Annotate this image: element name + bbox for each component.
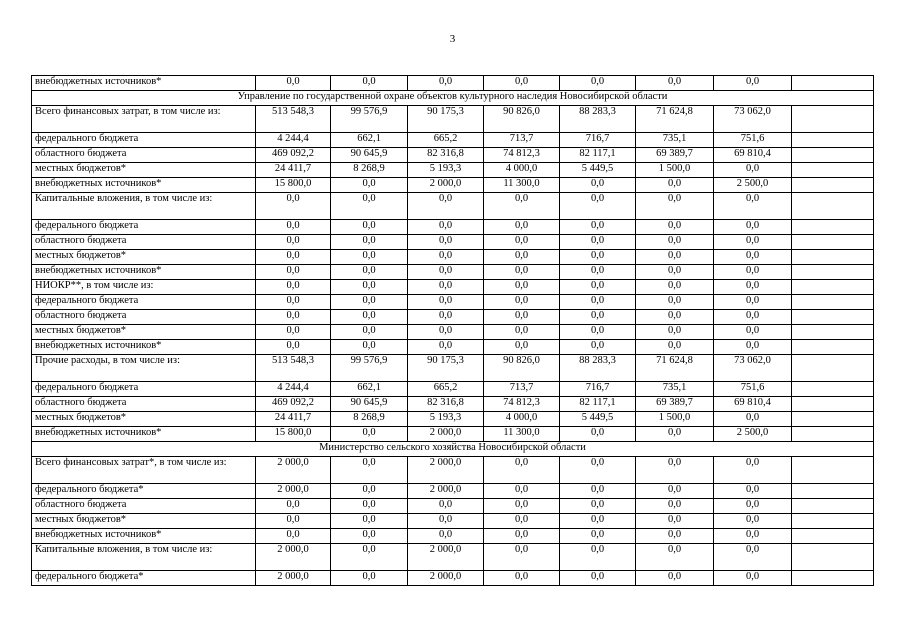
section-row (32, 442, 874, 457)
value-cell: 751,6 (714, 382, 792, 397)
value-cell: 0,0 (331, 514, 408, 529)
table-row (32, 178, 874, 193)
value-cell: 0,0 (714, 235, 792, 250)
table-row (32, 106, 874, 133)
table-row (32, 163, 874, 178)
empty-cell (792, 382, 874, 397)
value-cell: 0,0 (408, 76, 484, 91)
table-row (32, 457, 874, 484)
value-cell: 469 092,2 (256, 148, 331, 163)
empty-cell (792, 133, 874, 148)
row-label: Капитальные вложения, в том числе из: (32, 193, 256, 220)
empty-cell (792, 250, 874, 265)
value-cell: 0,0 (408, 220, 484, 235)
row-label: областного бюджета (32, 499, 256, 514)
value-cell: 0,0 (560, 544, 636, 571)
value-cell: 0,0 (408, 514, 484, 529)
value-cell: 24 411,7 (256, 412, 331, 427)
value-cell: 0,0 (560, 310, 636, 325)
section-title: Управление по государственной охране объектов культурного наследия Новосибирской области (32, 91, 874, 106)
value-cell: 0,0 (256, 76, 331, 91)
value-cell: 0,0 (408, 340, 484, 355)
empty-cell (792, 484, 874, 499)
value-cell: 0,0 (484, 235, 560, 250)
value-cell: 0,0 (408, 529, 484, 544)
empty-cell (792, 310, 874, 325)
value-cell: 0,0 (714, 193, 792, 220)
row-label: областного бюджета (32, 310, 256, 325)
value-cell: 74 812,3 (484, 397, 560, 412)
value-cell: 2 000,0 (408, 427, 484, 442)
value-cell: 88 283,3 (560, 355, 636, 382)
value-cell: 5 193,3 (408, 412, 484, 427)
value-cell: 0,0 (484, 295, 560, 310)
value-cell: 0,0 (636, 235, 714, 250)
value-cell: 0,0 (484, 280, 560, 295)
value-cell: 69 389,7 (636, 397, 714, 412)
empty-cell (792, 106, 874, 133)
value-cell: 0,0 (408, 235, 484, 250)
table-row (32, 235, 874, 250)
value-cell: 665,2 (408, 133, 484, 148)
value-cell: 1 500,0 (636, 412, 714, 427)
table-row (32, 250, 874, 265)
value-cell: 0,0 (636, 265, 714, 280)
value-cell: 0,0 (636, 340, 714, 355)
value-cell: 5 449,5 (560, 412, 636, 427)
table-row (32, 265, 874, 280)
value-cell: 0,0 (256, 325, 331, 340)
value-cell: 0,0 (636, 571, 714, 586)
value-cell: 735,1 (636, 133, 714, 148)
row-label: областного бюджета (32, 235, 256, 250)
value-cell: 0,0 (714, 310, 792, 325)
value-cell: 0,0 (484, 514, 560, 529)
value-cell: 0,0 (560, 325, 636, 340)
value-cell: 0,0 (256, 529, 331, 544)
empty-cell (792, 397, 874, 412)
row-label: федерального бюджета* (32, 571, 256, 586)
value-cell: 2 000,0 (408, 484, 484, 499)
value-cell: 2 000,0 (408, 571, 484, 586)
row-label: Капитальные вложения, в том числе из: (32, 544, 256, 571)
value-cell: 0,0 (256, 310, 331, 325)
value-cell: 0,0 (331, 427, 408, 442)
table-row (32, 355, 874, 382)
value-cell: 0,0 (256, 220, 331, 235)
value-cell: 0,0 (331, 76, 408, 91)
value-cell: 69 810,4 (714, 397, 792, 412)
value-cell: 0,0 (484, 325, 560, 340)
value-cell: 0,0 (331, 280, 408, 295)
empty-cell (792, 412, 874, 427)
row-label: внебюджетных источников* (32, 427, 256, 442)
value-cell: 0,0 (256, 499, 331, 514)
page-number: 3 (449, 33, 456, 45)
value-cell: 88 283,3 (560, 106, 636, 133)
value-cell: 0,0 (560, 220, 636, 235)
value-cell: 0,0 (484, 193, 560, 220)
table-row (32, 325, 874, 340)
empty-cell (792, 295, 874, 310)
value-cell: 99 576,9 (331, 106, 408, 133)
table-row (32, 397, 874, 412)
value-cell: 73 062,0 (714, 355, 792, 382)
value-cell: 0,0 (484, 310, 560, 325)
value-cell: 0,0 (560, 76, 636, 91)
table-row (32, 220, 874, 235)
value-cell: 2 000,0 (256, 484, 331, 499)
value-cell: 716,7 (560, 382, 636, 397)
value-cell: 0,0 (636, 457, 714, 484)
value-cell: 0,0 (636, 529, 714, 544)
value-cell: 71 624,8 (636, 355, 714, 382)
table-row (32, 382, 874, 397)
value-cell: 2 500,0 (714, 178, 792, 193)
value-cell: 0,0 (636, 193, 714, 220)
value-cell: 0,0 (636, 484, 714, 499)
value-cell: 2 500,0 (714, 427, 792, 442)
row-label: федерального бюджета* (32, 484, 256, 499)
table-row (32, 571, 874, 586)
value-cell: 662,1 (331, 133, 408, 148)
value-cell: 69 389,7 (636, 148, 714, 163)
value-cell: 90 175,3 (408, 355, 484, 382)
value-cell: 15 800,0 (256, 178, 331, 193)
financing-table (31, 75, 874, 586)
value-cell: 0,0 (636, 250, 714, 265)
value-cell: 82 316,8 (408, 148, 484, 163)
value-cell: 4 000,0 (484, 412, 560, 427)
section-title: Министерство сельского хозяйства Новосибирской области (32, 442, 874, 457)
value-cell: 0,0 (331, 499, 408, 514)
value-cell: 0,0 (560, 295, 636, 310)
table-row (32, 295, 874, 310)
value-cell: 15 800,0 (256, 427, 331, 442)
value-cell: 90 175,3 (408, 106, 484, 133)
empty-cell (792, 529, 874, 544)
table-row (32, 544, 874, 571)
value-cell: 0,0 (560, 499, 636, 514)
row-label: внебюджетных источников* (32, 178, 256, 193)
value-cell: 0,0 (331, 529, 408, 544)
value-cell: 0,0 (636, 280, 714, 295)
value-cell: 2 000,0 (256, 457, 331, 484)
table-row (32, 340, 874, 355)
value-cell: 0,0 (714, 514, 792, 529)
value-cell: 0,0 (636, 220, 714, 235)
empty-cell (792, 325, 874, 340)
row-label: Всего финансовых затрат*, в том числе из: (32, 457, 256, 484)
value-cell: 751,6 (714, 133, 792, 148)
row-label: федерального бюджета (32, 220, 256, 235)
table-row (32, 280, 874, 295)
empty-cell (792, 514, 874, 529)
value-cell: 71 624,8 (636, 106, 714, 133)
value-cell: 0,0 (331, 544, 408, 571)
value-cell: 82 316,8 (408, 397, 484, 412)
row-label: внебюджетных источников* (32, 529, 256, 544)
value-cell: 513 548,3 (256, 355, 331, 382)
empty-cell (792, 544, 874, 571)
value-cell: 0,0 (331, 193, 408, 220)
value-cell: 0,0 (408, 193, 484, 220)
table-row (32, 484, 874, 499)
empty-cell (792, 427, 874, 442)
empty-cell (792, 193, 874, 220)
value-cell: 0,0 (256, 250, 331, 265)
value-cell: 0,0 (714, 295, 792, 310)
table-row (32, 148, 874, 163)
value-cell: 0,0 (714, 325, 792, 340)
empty-cell (792, 163, 874, 178)
table-row (32, 412, 874, 427)
value-cell: 0,0 (484, 250, 560, 265)
value-cell: 0,0 (560, 235, 636, 250)
value-cell: 90 645,9 (331, 148, 408, 163)
value-cell: 513 548,3 (256, 106, 331, 133)
empty-cell (792, 148, 874, 163)
value-cell: 469 092,2 (256, 397, 331, 412)
empty-cell (792, 457, 874, 484)
value-cell: 24 411,7 (256, 163, 331, 178)
value-cell: 0,0 (331, 220, 408, 235)
value-cell: 0,0 (484, 499, 560, 514)
table-row (32, 76, 874, 91)
value-cell: 0,0 (636, 325, 714, 340)
value-cell: 82 117,1 (560, 148, 636, 163)
value-cell: 0,0 (256, 193, 331, 220)
value-cell: 662,1 (331, 382, 408, 397)
value-cell: 0,0 (636, 178, 714, 193)
empty-cell (792, 280, 874, 295)
value-cell: 0,0 (560, 193, 636, 220)
value-cell: 0,0 (331, 178, 408, 193)
value-cell: 0,0 (560, 340, 636, 355)
row-label: местных бюджетов* (32, 514, 256, 529)
value-cell: 74 812,3 (484, 148, 560, 163)
value-cell: 0,0 (714, 529, 792, 544)
value-cell: 0,0 (331, 235, 408, 250)
table-row (32, 499, 874, 514)
empty-cell (792, 235, 874, 250)
value-cell: 0,0 (408, 310, 484, 325)
value-cell: 5 193,3 (408, 163, 484, 178)
value-cell: 0,0 (484, 340, 560, 355)
value-cell: 0,0 (484, 76, 560, 91)
value-cell: 82 117,1 (560, 397, 636, 412)
value-cell: 0,0 (256, 265, 331, 280)
value-cell: 713,7 (484, 382, 560, 397)
value-cell: 0,0 (636, 514, 714, 529)
row-label: внебюджетных источников* (32, 340, 256, 355)
value-cell: 0,0 (560, 265, 636, 280)
value-cell: 0,0 (560, 571, 636, 586)
section-row (32, 91, 874, 106)
value-cell: 0,0 (560, 178, 636, 193)
row-label: местных бюджетов* (32, 163, 256, 178)
row-label: федерального бюджета (32, 133, 256, 148)
value-cell: 735,1 (636, 382, 714, 397)
value-cell: 0,0 (714, 76, 792, 91)
value-cell: 4 244,4 (256, 382, 331, 397)
value-cell: 0,0 (331, 250, 408, 265)
empty-cell (792, 571, 874, 586)
value-cell: 0,0 (256, 295, 331, 310)
value-cell: 0,0 (560, 514, 636, 529)
value-cell: 90 645,9 (331, 397, 408, 412)
value-cell: 0,0 (714, 265, 792, 280)
row-label: федерального бюджета (32, 382, 256, 397)
value-cell: 0,0 (256, 280, 331, 295)
table-row (32, 427, 874, 442)
table-row (32, 310, 874, 325)
value-cell: 1 500,0 (636, 163, 714, 178)
row-label: местных бюджетов* (32, 412, 256, 427)
value-cell: 0,0 (714, 484, 792, 499)
value-cell: 8 268,9 (331, 163, 408, 178)
value-cell: 0,0 (408, 280, 484, 295)
row-label: Прочие расходы, в том числе из: (32, 355, 256, 382)
value-cell: 2 000,0 (256, 544, 331, 571)
value-cell: 0,0 (331, 340, 408, 355)
value-cell: 0,0 (714, 163, 792, 178)
value-cell: 0,0 (408, 250, 484, 265)
value-cell: 0,0 (408, 499, 484, 514)
value-cell: 0,0 (484, 529, 560, 544)
value-cell: 0,0 (714, 544, 792, 571)
value-cell: 0,0 (560, 457, 636, 484)
value-cell: 4 000,0 (484, 163, 560, 178)
value-cell: 0,0 (256, 514, 331, 529)
row-label: Всего финансовых затрат, в том числе из: (32, 106, 256, 133)
value-cell: 0,0 (331, 265, 408, 280)
value-cell: 2 000,0 (408, 178, 484, 193)
value-cell: 90 826,0 (484, 106, 560, 133)
value-cell: 0,0 (484, 457, 560, 484)
value-cell: 4 244,4 (256, 133, 331, 148)
empty-cell (792, 220, 874, 235)
value-cell: 713,7 (484, 133, 560, 148)
value-cell: 0,0 (484, 220, 560, 235)
value-cell: 0,0 (256, 235, 331, 250)
value-cell: 0,0 (408, 265, 484, 280)
value-cell: 0,0 (331, 295, 408, 310)
value-cell: 0,0 (331, 571, 408, 586)
empty-cell (792, 265, 874, 280)
value-cell: 0,0 (331, 310, 408, 325)
row-label: местных бюджетов* (32, 325, 256, 340)
table-row (32, 193, 874, 220)
value-cell: 665,2 (408, 382, 484, 397)
value-cell: 0,0 (484, 484, 560, 499)
value-cell: 0,0 (714, 220, 792, 235)
value-cell: 0,0 (484, 544, 560, 571)
value-cell: 8 268,9 (331, 412, 408, 427)
value-cell: 0,0 (484, 571, 560, 586)
value-cell: 0,0 (560, 427, 636, 442)
value-cell: 2 000,0 (408, 457, 484, 484)
value-cell: 0,0 (714, 280, 792, 295)
value-cell: 11 300,0 (484, 178, 560, 193)
empty-cell (792, 76, 874, 91)
value-cell: 0,0 (408, 295, 484, 310)
value-cell: 0,0 (484, 265, 560, 280)
table-row (32, 133, 874, 148)
value-cell: 0,0 (714, 340, 792, 355)
row-label: федерального бюджета (32, 295, 256, 310)
value-cell: 0,0 (636, 427, 714, 442)
value-cell: 0,0 (636, 499, 714, 514)
value-cell: 0,0 (331, 457, 408, 484)
value-cell: 0,0 (256, 340, 331, 355)
empty-cell (792, 178, 874, 193)
value-cell: 73 062,0 (714, 106, 792, 133)
row-label: областного бюджета (32, 397, 256, 412)
value-cell: 0,0 (636, 544, 714, 571)
value-cell: 0,0 (560, 280, 636, 295)
empty-cell (792, 340, 874, 355)
value-cell: 0,0 (560, 529, 636, 544)
value-cell: 0,0 (636, 310, 714, 325)
value-cell: 11 300,0 (484, 427, 560, 442)
table-row (32, 529, 874, 544)
value-cell: 0,0 (636, 76, 714, 91)
value-cell: 0,0 (331, 325, 408, 340)
value-cell: 0,0 (408, 325, 484, 340)
row-label: НИОКР**, в том числе из: (32, 280, 256, 295)
value-cell: 0,0 (560, 250, 636, 265)
value-cell: 0,0 (714, 571, 792, 586)
row-label: внебюджетных источников* (32, 265, 256, 280)
value-cell: 5 449,5 (560, 163, 636, 178)
table-row (32, 514, 874, 529)
value-cell: 0,0 (636, 295, 714, 310)
empty-cell (792, 499, 874, 514)
value-cell: 2 000,0 (256, 571, 331, 586)
value-cell: 99 576,9 (331, 355, 408, 382)
row-label: внебюджетных источников* (32, 76, 256, 91)
value-cell: 69 810,4 (714, 148, 792, 163)
value-cell: 90 826,0 (484, 355, 560, 382)
value-cell: 716,7 (560, 133, 636, 148)
value-cell: 0,0 (714, 457, 792, 484)
value-cell: 0,0 (560, 484, 636, 499)
value-cell: 0,0 (714, 412, 792, 427)
value-cell: 0,0 (714, 250, 792, 265)
empty-cell (792, 355, 874, 382)
row-label: местных бюджетов* (32, 250, 256, 265)
value-cell: 0,0 (331, 484, 408, 499)
value-cell: 2 000,0 (408, 544, 484, 571)
value-cell: 0,0 (714, 499, 792, 514)
row-label: областного бюджета (32, 148, 256, 163)
